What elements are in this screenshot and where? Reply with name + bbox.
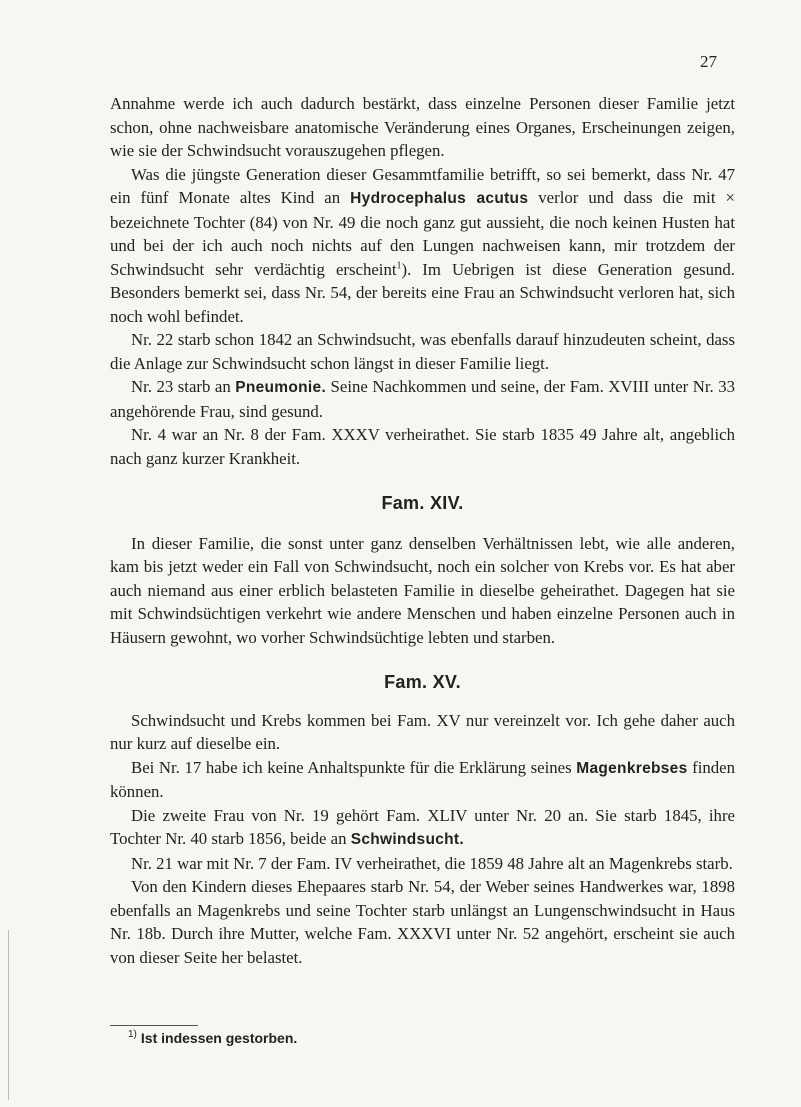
- paragraph-text: verlor und dass die mit × bezeichnete Tochter (84) von Nr. 49 die noch ganz gut aussieht, die noch keinen Husten hat und bei der ich auch noch nichts auf den Lungen nachweisen kann, mir trotzdem der Schwindsucht sehr verdächtig erscheint: [110, 188, 736, 279]
- paragraph: [110, 375, 735, 423]
- page-number: 27: [700, 52, 717, 71]
- paragraph: Nr. 21 war mit Nr. 7 der Fam. IV verheirathet, die 1859 48 Jahre alt an Magenkrebs starb.: [131, 853, 733, 873]
- paragraph-text: Seine Nachkommen und seine, der Fam. XVIII unter Nr. 33 angehörende Frau, sind gesund.: [110, 377, 735, 421]
- footnote-ref: 1: [396, 259, 402, 271]
- paragraph-text: Was die jüngste Generation dieser Gesammtfamilie betrifft, so sei bemerkt, dass Nr. 47 ein fünf Monate altes Kind an: [110, 164, 735, 207]
- emphasis-text: Magenkrebses: [576, 759, 688, 777]
- paragraph: Von den Kindern dieses Ehepaares starb Nr. 54, der Weber seines Handwerkes war, 1898 ebenfalls an Magenkrebs und seine Tochter starb unlängst an Lungenschwindsucht in Haus Nr. 18b. Durch ihre Mutter, welche Fam. XXXVI unter Nr. 52 angehört, erscheint sie auch von dieser Seite her belastet.: [110, 877, 735, 967]
- emphasis-text: Schwindsucht.: [350, 831, 464, 848]
- emphasis-text: Pneumonie.: [235, 379, 327, 396]
- paragraph: [110, 756, 735, 804]
- paragraph: [110, 804, 735, 852]
- paragraph-text: finden können.: [110, 757, 735, 801]
- section-heading: Fam. XIV.: [381, 493, 464, 513]
- footnote-divider: [110, 1025, 198, 1026]
- page-body: [110, 92, 735, 969]
- footnote-text: Ist indessen gestorben.: [140, 1030, 298, 1046]
- paragraph-text: ). Im Uebrigen ist diese Generation gesund. Besonders bemerkt sei, dass Nr. 54, der bereits eine Frau an Schwindsucht verloren hat, sich noch wohl befindet.: [110, 259, 736, 326]
- footnote: [128, 1030, 297, 1046]
- paragraph-text: Bei Nr. 17 habe ich keine Anhaltspunkte für die Erklärung seines: [131, 757, 577, 777]
- footnote-mark: 1): [128, 1029, 137, 1041]
- paragraph: Nr. 4 war an Nr. 8 der Fam. XXXV verheirathet. Sie starb 1835 49 Jahre alt, angeblich nach ganz kurzer Krankheit.: [110, 425, 735, 468]
- emphasis-text: Hydrocephalus acutus: [350, 190, 529, 207]
- section-heading: Fam. XV.: [384, 672, 461, 692]
- paragraph: Nr. 22 starb schon 1842 an Schwindsucht, was ebenfalls darauf hinzudeuten scheint, dass die Anlage zur Schwindsucht schon längst in dieser Familie liegt.: [110, 330, 735, 373]
- paragraph: Annahme werde ich auch dadurch bestärkt, dass einzelne Personen dieser Familie jetzt schon, ohne nachweisbare anatomische Veränderung eines Organes, Erscheinungen zeigen, wie sie der Schwindsucht vorauszugehen pflegen.: [110, 94, 735, 160]
- paragraph-text: Die zweite Frau von Nr. 19 gehört Fam. XLIV unter Nr. 20 an. Sie starb 1845, ihre Tochter Nr. 40 starb 1856, beide an: [110, 805, 735, 848]
- paragraph-text: Nr. 23 starb an: [131, 377, 236, 396]
- page-edge-line: [8, 930, 9, 1100]
- paragraph: [110, 163, 735, 329]
- paragraph: Schwindsucht und Krebs kommen bei Fam. XV nur vereinzelt vor. Ich gehe daher auch nur kurz auf dieselbe ein.: [110, 710, 735, 753]
- paragraph: In dieser Familie, die sonst unter ganz denselben Verhältnissen lebt, wie alle anderen, kam bis jetzt weder ein Fall von Schwindsucht, noch ein solcher von Krebs vor. Es hat aber auch niemand aus einer erblich belasteten Familie in dieselbe geheirathet. Dagegen hat sie mit Schwindsüchtigen verkehrt wie andere Menschen und haben einzelne Personen auch in Häusern gewohnt, wo vorher Schwindsüchtige lebten und starben.: [110, 533, 735, 647]
